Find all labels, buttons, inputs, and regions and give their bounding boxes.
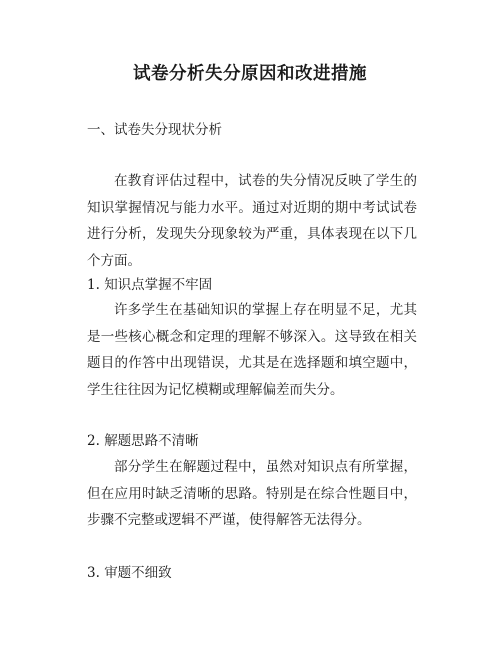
subheading-2 bbox=[87, 431, 199, 451]
subheading-text: 解题思路不清晰 bbox=[104, 433, 199, 449]
paragraph-2: 部分学生在解题过程中，虽然对知识点有所掌握，但在应用时缺乏清晰的思路。特别是在综合性题目中，步骤不完整或逻辑不严谨，使得解答无法得分。 bbox=[87, 459, 417, 528]
subheading-number: 1. bbox=[87, 277, 100, 293]
paragraph-1: 许多学生在基础知识的掌握上存在明显不足，尤其是一些核心概念和定理的理解不够深入。这导致在相关题目的作答中出现错误，尤其是在选择题和填空题中，学生往往因为记忆模糊或理解偏差而失分。 bbox=[87, 302, 417, 398]
subheading-text: 审题不细致 bbox=[104, 565, 172, 581]
subheading-text: 知识点掌握不牢固 bbox=[104, 277, 213, 293]
subheading-1 bbox=[87, 275, 212, 295]
intro-paragraph: 在教育评估过程中，试卷的失分情况反映了学生的知识掌握情况与能力水平。通过对近期的期中考试试卷进行分析，发现失分现象较为严重，具体表现在以下几个方面。 bbox=[87, 173, 417, 269]
subheading-3 bbox=[87, 563, 172, 583]
subheading-number: 3. bbox=[87, 565, 100, 581]
page-title: 试卷分析失分原因和改进措施 bbox=[133, 64, 367, 84]
subheading-number: 2. bbox=[87, 433, 100, 449]
section-heading: 一、试卷失分现状分析 bbox=[87, 122, 222, 138]
